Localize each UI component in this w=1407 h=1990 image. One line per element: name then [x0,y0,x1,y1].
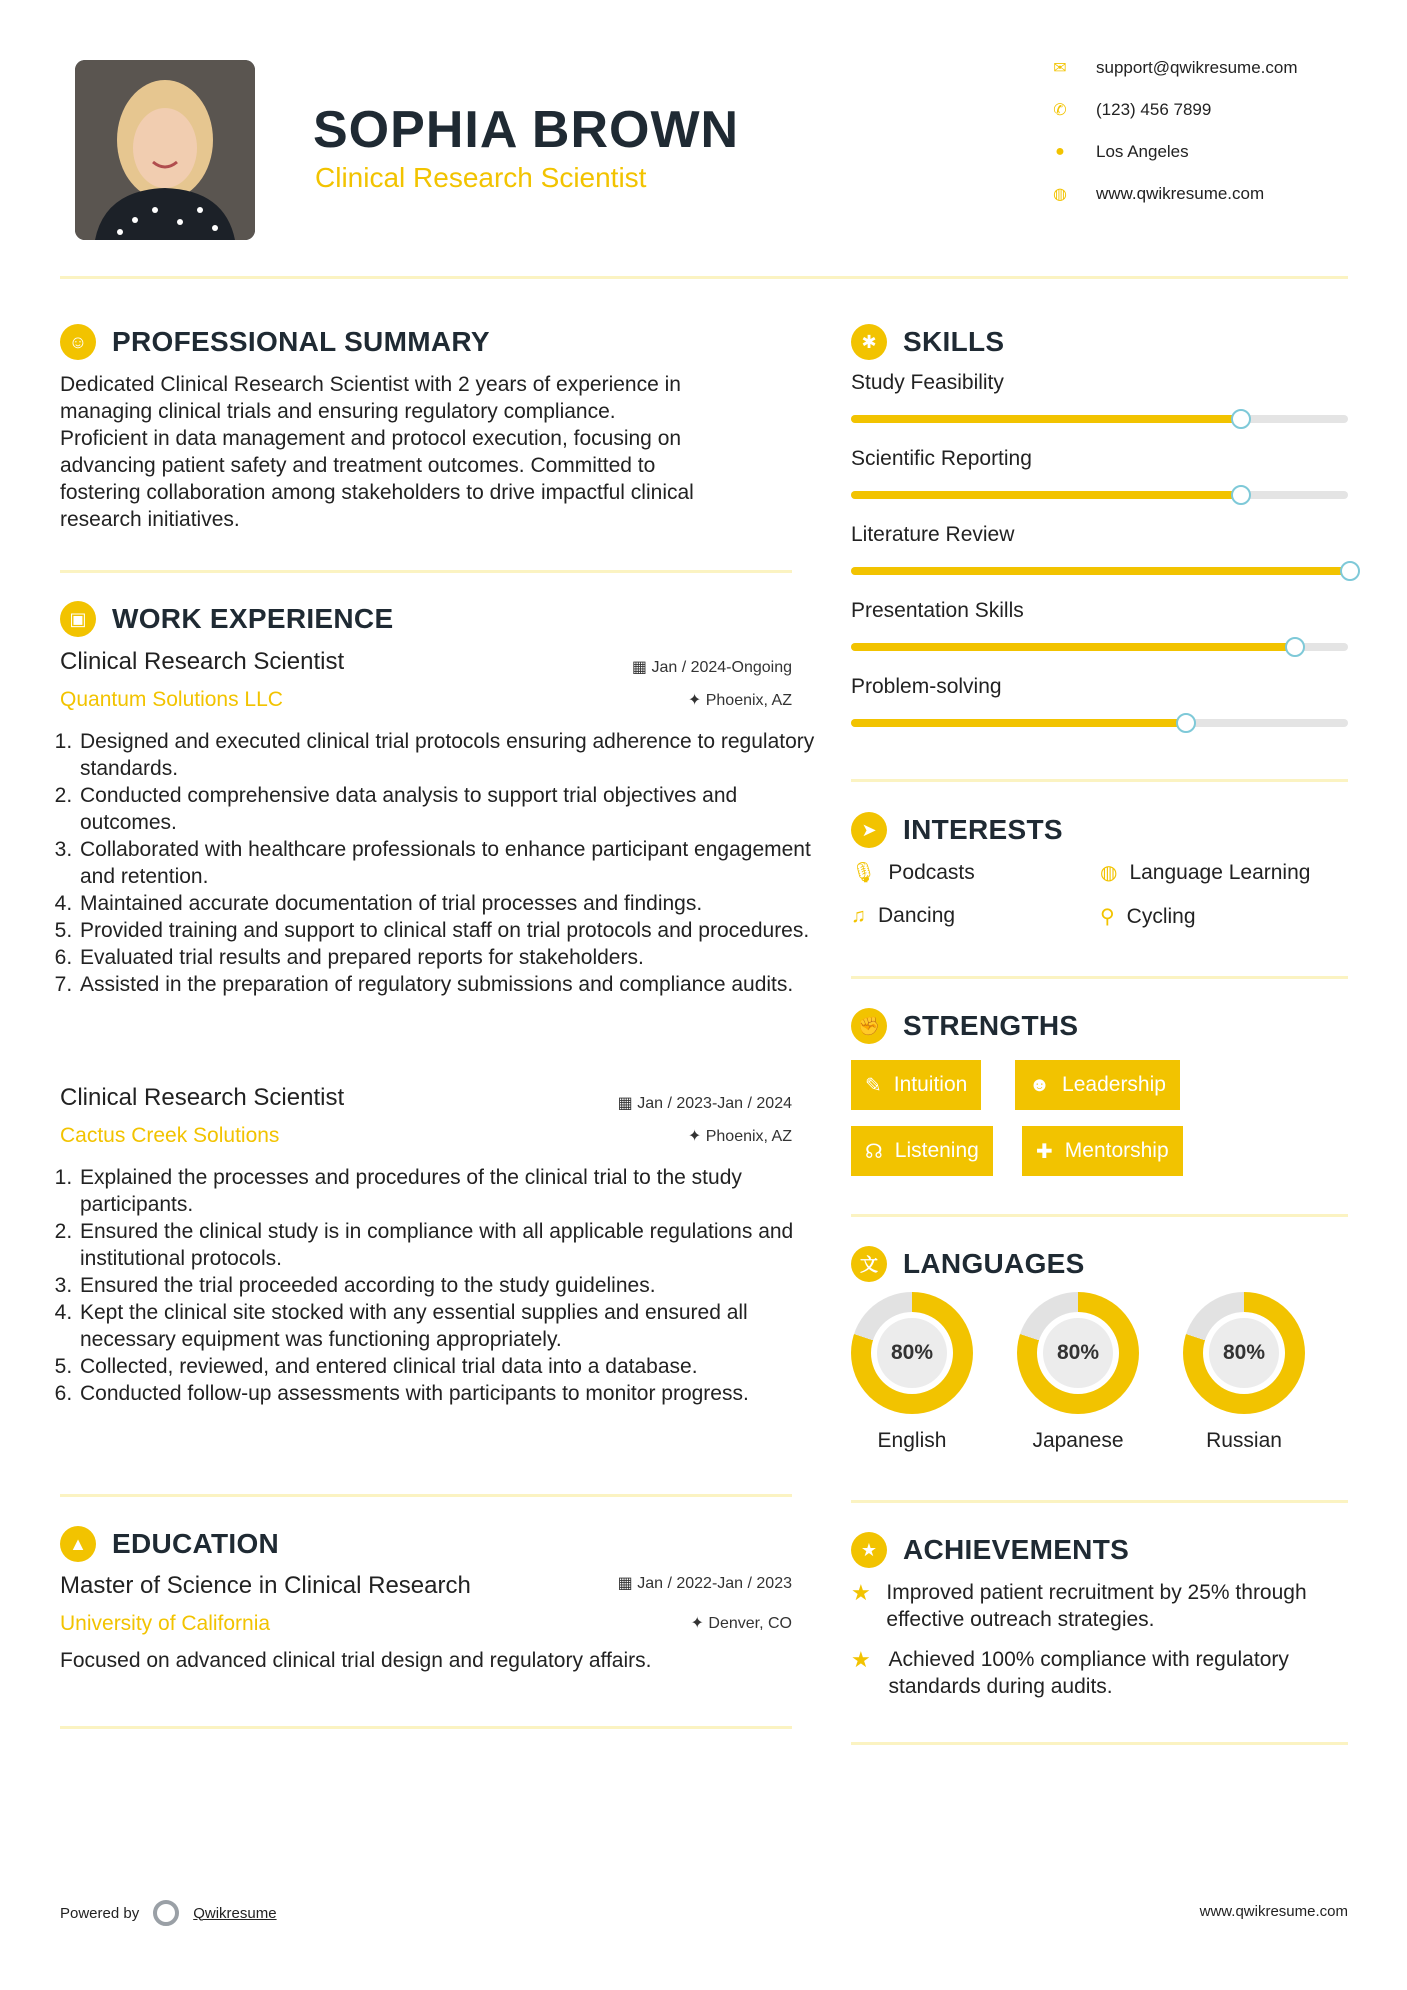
languages-heading [851,1246,1085,1282]
duty-item: 6. Evaluated trial results and prepared reports for stakeholders. [78,944,820,971]
header-divider [60,276,1348,279]
email-text: support@qwikresume.com [1096,58,1298,77]
education-divider [60,1726,792,1729]
skill-label: Study Feasibility [851,371,1004,394]
education-location-text: Denver, CO [708,1615,792,1632]
skill-label: Scientific Reporting [851,447,1032,470]
education-title: EDUCATION [112,1528,280,1559]
strength-label: Intuition [893,1073,968,1096]
profile-photo [75,60,255,240]
summary-line: research initiatives. [60,508,240,531]
skill-bar [851,567,1348,575]
language-percent: 80% [1043,1318,1113,1388]
skill-bar-knob [1231,485,1251,505]
skill-bar-fill [851,491,1239,499]
contact-email[interactable] [1050,58,1370,78]
job-company: Cactus Creek Solutions [60,1124,280,1147]
interest-podcasts [851,860,975,885]
summary-heading [60,324,490,360]
candidate-name: SOPHIA BROWN [313,101,740,159]
interest-cycling [1100,904,1196,929]
language-ring [851,1292,973,1414]
language-percent: 80% [1209,1318,1279,1388]
duty-item: 5. Provided training and support to clinical staff on trial protocols and procedures. [78,917,820,944]
language-name: Russian [1206,1429,1282,1452]
achievement-text: Improved patient recruitment by 25% through effective outreach strategies. [886,1581,1307,1631]
skill-bar-fill [851,415,1239,423]
interests-title: INTERESTS [903,814,1063,845]
summary-text [60,371,800,533]
skills-heading [851,324,1004,360]
job-company: Quantum Solutions LLC [60,688,283,711]
achievement-item [851,1579,1351,1633]
interest-language-learning [1100,860,1310,885]
strength-tag [851,1060,981,1110]
star-icon: ★ [851,1647,871,1672]
strengths-divider [851,1214,1348,1217]
summary-title: PROFESSIONAL SUMMARY [112,326,490,357]
duty-item: 1. Designed and executed clinical trial protocols ensuring adherence to regulatory standards. [78,728,820,782]
duty-item: 3. Collaborated with healthcare professionals to enhance participant engagement and retention. [78,836,820,890]
pin-icon: ✦ [690,1615,704,1632]
phone-text: (123) 456 7899 [1096,100,1212,119]
job-location [560,690,792,710]
languages-title: LANGUAGES [903,1248,1085,1279]
users-icon: ☻ [1029,1073,1051,1096]
skill-bar [851,643,1348,651]
powered-by-text: Powered by [60,1904,140,1922]
skill-label: Literature Review [851,523,1015,546]
brand-link[interactable]: Qwikresume [193,1904,277,1922]
duty-item: 3. Ensured the trial proceeded according to the study guidelines. [78,1272,820,1299]
strength-tag [851,1126,993,1176]
contact-phone[interactable] [1050,100,1370,120]
achievements-title: ACHIEVEMENTS [903,1534,1130,1565]
school-name: University of California [60,1612,271,1635]
interest-label: Cycling [1126,904,1196,928]
achievements-heading [851,1532,1129,1568]
achievement-text: Achieved 100% compliance with regulatory standards during audits. [888,1648,1289,1698]
duty-item: 4. Maintained accurate documentation of trial processes and findings. [78,890,820,917]
achievement-item [851,1646,1351,1700]
calendar-icon: ▦ [631,659,647,676]
summary-line: fostering collaboration among stakeholders to drive impactful clinical [60,481,694,504]
microphone-icon: 🎙 [851,862,877,884]
candidate-title: Clinical Research Scientist [315,162,647,193]
job-location-text: Phoenix, AZ [705,1128,792,1145]
strength-tag [1022,1126,1183,1176]
skill-label: Presentation Skills [851,599,1024,622]
education-location [560,1613,792,1633]
language-name: English [877,1429,947,1452]
languages-divider [851,1500,1348,1503]
strength-label: Mentorship [1064,1139,1169,1162]
paper-plane-icon: ➤ [851,812,887,848]
work-heading [60,601,393,637]
star-icon: ★ [851,1580,871,1605]
star-badge-icon: ★ [851,1532,887,1568]
summary-divider [60,570,792,573]
duty-item: 2. Conducted comprehensive data analysis to support trial objectives and outcomes. [78,782,820,836]
briefcase-icon: ▣ [60,601,96,637]
lightbulb-icon: ✱ [851,324,887,360]
language-name: Japanese [1032,1429,1124,1452]
globe-icon: ◍ [1100,862,1118,884]
skill-bar [851,719,1348,727]
skill-bar [851,491,1348,499]
interests-heading [851,812,1063,848]
job-date-text: Jan / 2023-Jan / 2024 [637,1095,792,1112]
footer-website[interactable]: www.qwikresume.com [1199,1903,1348,1920]
magic-wand-icon: ✎ [865,1074,882,1097]
calendar-icon: ▦ [617,1575,633,1592]
skill-bar-fill [851,719,1184,727]
summary-line: advancing patient safety and treatment outcomes. Committed to [60,454,656,477]
language-ring [1183,1292,1305,1414]
fist-icon: ✊ [851,1008,887,1044]
mail-icon: ✉ [1053,60,1067,77]
strength-tag [1015,1060,1180,1110]
skill-bar-fill [851,643,1293,651]
user-icon: ☺ [60,324,96,360]
education-heading [60,1526,279,1562]
qwikresume-logo-icon [153,1900,179,1926]
skills-title: SKILLS [903,326,1005,357]
language-percent: 80% [877,1318,947,1388]
duty-item: 1. Explained the processes and procedures of the clinical trial to the study participants. [78,1164,820,1218]
duty-item: 5. Collected, reviewed, and entered clinical trial data into a database. [78,1353,820,1380]
location-text: Los Angeles [1096,142,1189,161]
work-divider [60,1494,792,1497]
skills-divider [851,779,1348,782]
duty-item: 7. Assisted in the preparation of regulatory submissions and compliance audits. [78,971,820,998]
language-ring [1017,1292,1139,1414]
calendar-icon: ▦ [617,1095,633,1112]
strength-label: Listening [894,1139,979,1162]
job-duties [58,1164,820,1407]
job-location-text: Phoenix, AZ [705,692,792,709]
skill-bar-knob [1231,409,1251,429]
language-icon: 文 [851,1246,887,1282]
summary-line: Dedicated Clinical Research Scientist with 2 years of experience in [60,373,681,396]
summary-line: managing clinical trials and ensuring regulatory compliance. [60,400,616,423]
duty-item: 2. Ensured the clinical study is in compliance with all applicable regulations and institutional protocols. [78,1218,820,1272]
interest-dancing [851,904,955,928]
job-duties [58,728,820,998]
job-title: Clinical Research Scientist [60,648,345,675]
pin-icon: ✦ [687,692,702,709]
skill-label: Problem-solving [851,675,1002,698]
globe-icon: ◍ [1053,186,1067,203]
interests-divider [851,976,1348,979]
website-text: www.qwikresume.com [1096,184,1265,203]
skill-bar-fill [851,567,1348,575]
education-description: Focused on advanced clinical trial design and regulatory affairs. [60,1649,652,1672]
bicycle-icon: ⚲ [1100,906,1115,928]
job-location [560,1126,792,1146]
job-title: Clinical Research Scientist [60,1084,345,1111]
pin-icon: ✦ [687,1128,702,1145]
graduation-cap-icon: ▲ [60,1526,96,1562]
phone-icon: ✆ [1053,102,1067,119]
skill-bar-knob [1340,561,1360,581]
achievements-divider [851,1742,1348,1745]
music-note-icon: ♫ [851,904,866,927]
skill-bar [851,415,1348,423]
language-ring-inner [1203,1312,1285,1394]
summary-line: Proficient in data management and protocol execution, focusing on [60,427,682,450]
strengths-heading [851,1008,1078,1044]
job-date [560,657,792,677]
contact-website[interactable] [1050,184,1370,204]
footer-powered-by [60,1900,277,1926]
user-plus-icon: ✚ [1036,1140,1053,1163]
interest-label: Podcasts [888,860,975,884]
language-ring-inner [1037,1312,1119,1394]
contact-location [1050,142,1370,162]
education-date [560,1573,792,1593]
job-date [560,1093,792,1113]
education-date-text: Jan / 2022-Jan / 2023 [637,1575,792,1592]
duty-item: 4. Kept the clinical site stocked with any essential supplies and ensured all necessary equipment was functioning appropriately. [78,1299,820,1353]
strengths-title: STRENGTHS [903,1010,1079,1041]
work-title: WORK EXPERIENCE [112,603,394,634]
language-ring-inner [871,1312,953,1394]
interest-label: Dancing [878,904,956,927]
degree-title: Master of Science in Clinical Research [60,1572,471,1599]
map-pin-icon: ● [1055,143,1065,160]
job-date-text: Jan / 2024-Ongoing [651,659,792,676]
skill-bar-knob [1176,713,1196,733]
headphones-icon: ☊ [865,1140,883,1163]
skill-bar-knob [1285,637,1305,657]
interest-label: Language Learning [1129,860,1311,884]
strength-label: Leadership [1062,1073,1166,1096]
duty-item: 6. Conducted follow-up assessments with participants to monitor progress. [78,1380,820,1407]
